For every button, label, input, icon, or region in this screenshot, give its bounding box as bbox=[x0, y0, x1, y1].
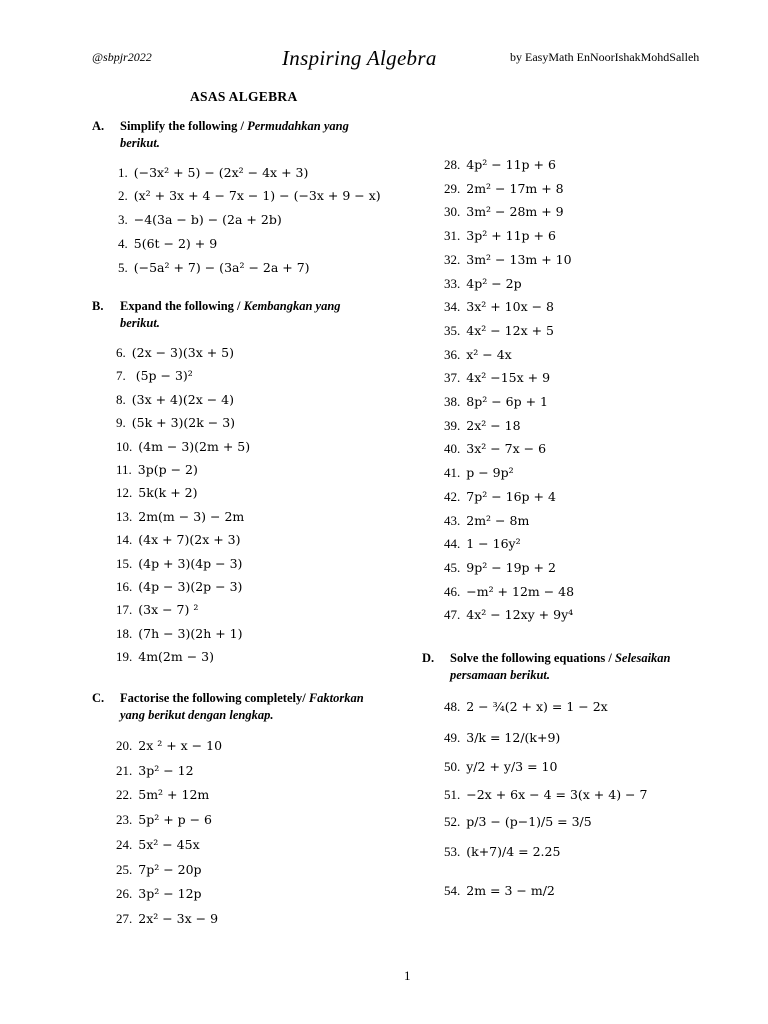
question-item bbox=[116, 626, 243, 642]
question-expression: (2x − 3)(3x + 5) bbox=[131, 345, 235, 360]
question-expression: 1 − 16y² bbox=[466, 536, 521, 552]
question-item bbox=[444, 204, 564, 220]
question-expression: 8p² − 6p + 1 bbox=[466, 394, 548, 409]
question-expression: 9p² − 19p + 2 bbox=[466, 559, 556, 575]
question-expression: 2x² − 3x − 9 bbox=[138, 910, 219, 926]
question-expression: 7p² − 20p bbox=[138, 861, 202, 877]
question-expression: 4m(2m − 3) bbox=[138, 649, 214, 665]
question-expression: −m² + 12m − 48 bbox=[466, 583, 575, 599]
question-expression: 3p(p − 2) bbox=[137, 462, 198, 477]
section-letter: A. bbox=[92, 119, 105, 133]
question-item bbox=[444, 699, 608, 715]
question-item bbox=[116, 368, 193, 384]
question-item bbox=[444, 584, 574, 600]
question-expression: 5k(k + 2) bbox=[138, 485, 198, 501]
question-number: 36. bbox=[444, 346, 461, 362]
question-number: 35. bbox=[444, 322, 461, 338]
question-number: 42. bbox=[444, 488, 461, 504]
question-expression: 3p² + 11p + 6 bbox=[466, 228, 556, 244]
question-expression: (4p − 3)(2p − 3) bbox=[138, 579, 243, 594]
question-number: 22. bbox=[116, 787, 133, 803]
question-item bbox=[444, 883, 555, 899]
question-item bbox=[116, 837, 200, 853]
question-item bbox=[116, 392, 234, 408]
question-number: 11. bbox=[116, 462, 132, 477]
question-expression: (4x + 7)(2x + 3) bbox=[138, 532, 241, 548]
question-item bbox=[116, 345, 234, 361]
question-expression: 4p² − 2p bbox=[466, 275, 522, 291]
question-item bbox=[116, 738, 222, 754]
question-expression: 4x² − 12xy + 9y⁴ bbox=[466, 607, 574, 623]
question-item bbox=[444, 814, 592, 830]
question-item bbox=[118, 165, 308, 181]
question-item bbox=[116, 787, 209, 803]
question-expression: (5k + 3)(2k − 3) bbox=[131, 415, 236, 431]
question-item bbox=[116, 886, 202, 902]
question-item bbox=[444, 347, 512, 363]
question-item bbox=[444, 370, 550, 386]
question-expression: 3/k = 12/(k+9) bbox=[466, 730, 561, 745]
question-number: 17. bbox=[116, 602, 133, 618]
question-number: 7. bbox=[116, 368, 126, 384]
question-expression: 3p² − 12 bbox=[138, 762, 194, 778]
question-number: 53. bbox=[444, 844, 461, 859]
question-expression: 2m² − 8m bbox=[466, 512, 530, 528]
question-number: 18. bbox=[116, 625, 133, 641]
question-item bbox=[444, 844, 560, 860]
section-c-heading bbox=[92, 690, 402, 726]
question-item bbox=[118, 212, 282, 228]
question-expression: 4p² − 11p + 6 bbox=[466, 157, 556, 172]
question-item bbox=[116, 911, 218, 927]
question-expression: 2m² − 17m + 8 bbox=[466, 180, 564, 196]
question-number: 28. bbox=[444, 157, 461, 172]
question-item bbox=[444, 489, 556, 505]
question-expression: 7p² − 16p + 4 bbox=[466, 488, 556, 504]
question-expression: −2x + 6x − 4 = 3(x + 4) − 7 bbox=[466, 787, 648, 802]
question-number: 9. bbox=[116, 415, 126, 431]
question-item bbox=[116, 439, 250, 455]
question-expression: y/2 + y/3 = 10 bbox=[466, 759, 558, 774]
question-number: 52. bbox=[444, 814, 461, 829]
question-expression: 2x² − 18 bbox=[466, 417, 521, 433]
question-expression: 3x² − 7x − 6 bbox=[466, 441, 547, 457]
question-expression: p − 9p² bbox=[466, 465, 514, 481]
question-number: 12. bbox=[116, 485, 133, 501]
question-number: 51. bbox=[444, 787, 461, 802]
question-number: 14. bbox=[116, 532, 133, 548]
question-item bbox=[116, 556, 242, 572]
header-right: by EasyMath EnNoorIshakMohdSalleh bbox=[510, 50, 700, 64]
question-number: 47. bbox=[444, 607, 461, 623]
question-item bbox=[444, 228, 556, 244]
page-title: ASAS ALGEBRA bbox=[190, 89, 298, 104]
question-number: 37. bbox=[444, 370, 461, 386]
question-item bbox=[444, 513, 529, 529]
question-number: 8. bbox=[116, 391, 126, 407]
question-expression: 3m² − 13m + 10 bbox=[466, 251, 572, 267]
question-number: 44. bbox=[444, 536, 461, 552]
question-number: 30. bbox=[444, 204, 461, 220]
section-b-heading bbox=[92, 298, 392, 334]
question-expression: −4(3a − b) − (2a + 2b) bbox=[133, 212, 282, 227]
question-expression: p/3 − (p−1)/5 = 3/5 bbox=[466, 814, 592, 829]
question-item bbox=[116, 579, 242, 595]
question-number: 34. bbox=[444, 299, 461, 315]
question-number: 29. bbox=[444, 180, 461, 196]
question-item bbox=[444, 299, 554, 315]
question-number: 54. bbox=[444, 883, 461, 898]
question-item bbox=[444, 607, 573, 623]
question-expression: (3x + 4)(2x − 4) bbox=[131, 391, 235, 407]
section-letter: B. bbox=[92, 299, 104, 313]
question-number: 13. bbox=[116, 508, 133, 524]
question-item bbox=[116, 462, 198, 478]
question-number: 6. bbox=[116, 345, 126, 360]
question-item bbox=[444, 441, 546, 457]
section-letter: D. bbox=[422, 651, 435, 665]
question-number: 4. bbox=[118, 236, 128, 251]
question-expression: (3x − 7) ² bbox=[138, 602, 199, 618]
question-item bbox=[444, 157, 556, 173]
question-expression: (−3x² + 5) − (2x² − 4x + 3) bbox=[133, 165, 309, 180]
section-instruction: Solve the following equations / Selesaikan persamaan berikut. bbox=[450, 651, 671, 682]
question-expression: 3x² + 10x − 8 bbox=[466, 299, 555, 315]
section-instruction: Factorise the following completely/ Faktorkan yang berikut dengan lengkap. bbox=[120, 691, 364, 722]
question-expression: 2m(m − 3) − 2m bbox=[138, 508, 245, 524]
question-expression: 5p² + p − 6 bbox=[138, 812, 213, 828]
question-item bbox=[444, 418, 521, 434]
question-expression: 3m² − 28m + 9 bbox=[466, 204, 564, 220]
question-expression: x² − 4x bbox=[466, 346, 512, 362]
question-item bbox=[116, 862, 202, 878]
question-number: 31. bbox=[444, 228, 461, 244]
question-item bbox=[444, 276, 522, 292]
question-item bbox=[116, 532, 241, 548]
question-item bbox=[444, 759, 557, 775]
question-expression: (k+7)/4 = 2.25 bbox=[466, 844, 561, 859]
question-expression: 2m = 3 − m/2 bbox=[466, 883, 555, 898]
section-instruction: Simplify the following / Permudahkan yang berikut. bbox=[120, 119, 349, 150]
question-number: 27. bbox=[116, 910, 133, 926]
question-item bbox=[116, 415, 235, 431]
question-expression: (4m − 3)(2m + 5) bbox=[138, 438, 251, 454]
question-number: 5. bbox=[118, 260, 128, 275]
question-item bbox=[116, 509, 244, 525]
question-number: 16. bbox=[116, 579, 133, 594]
header-title: Inspiring Algebra bbox=[282, 46, 437, 70]
question-item bbox=[116, 649, 214, 665]
question-number: 38. bbox=[444, 394, 461, 409]
question-number: 48. bbox=[444, 699, 461, 714]
question-item bbox=[444, 181, 564, 197]
question-item bbox=[444, 730, 560, 746]
question-number: 24. bbox=[116, 836, 133, 852]
question-number: 26. bbox=[116, 886, 133, 902]
question-item bbox=[116, 602, 198, 618]
question-item bbox=[118, 236, 217, 252]
section-a-heading bbox=[92, 118, 392, 154]
header-left: @sbpjr2022 bbox=[92, 50, 152, 64]
section-instruction: Expand the following / Kembangkan yang berikut. bbox=[120, 299, 341, 330]
question-number: 3. bbox=[118, 212, 128, 227]
question-number: 45. bbox=[444, 559, 461, 575]
question-item bbox=[116, 763, 194, 779]
question-number: 40. bbox=[444, 441, 461, 457]
question-item bbox=[444, 465, 514, 481]
question-number: 41. bbox=[444, 465, 461, 481]
question-number: 33. bbox=[444, 275, 461, 291]
question-number: 20. bbox=[116, 738, 133, 753]
section-d-heading bbox=[422, 650, 732, 686]
question-number: 46. bbox=[444, 583, 461, 599]
question-number: 2. bbox=[118, 188, 128, 203]
question-item bbox=[118, 260, 310, 276]
question-expression: 4x² − 12x + 5 bbox=[466, 322, 555, 338]
question-expression: 5x² − 45x bbox=[138, 836, 200, 852]
question-number: 39. bbox=[444, 417, 461, 433]
question-number: 1. bbox=[118, 165, 128, 180]
question-item bbox=[116, 812, 212, 828]
question-number: 50. bbox=[444, 759, 461, 774]
question-item bbox=[444, 536, 521, 552]
question-item bbox=[444, 323, 554, 339]
question-expression: (4p + 3)(4p − 3) bbox=[138, 555, 243, 571]
question-number: 49. bbox=[444, 730, 461, 745]
question-expression: 2x ² + x − 10 bbox=[138, 738, 223, 753]
question-expression: (−5a² + 7) − (3a² − 2a + 7) bbox=[133, 260, 310, 275]
question-item bbox=[444, 252, 572, 268]
question-number: 21. bbox=[116, 762, 133, 778]
question-item bbox=[444, 394, 548, 410]
question-item bbox=[118, 188, 381, 204]
question-number: 19. bbox=[116, 649, 133, 665]
section-letter: C. bbox=[92, 691, 105, 705]
question-expression: 2 − ¾(2 + x) = 1 − 2x bbox=[466, 699, 608, 714]
question-number: 32. bbox=[444, 251, 461, 267]
question-number: 25. bbox=[116, 861, 133, 877]
question-item bbox=[116, 485, 197, 501]
page-number: 1 bbox=[404, 968, 411, 983]
question-number: 23. bbox=[116, 812, 133, 828]
question-number: 15. bbox=[116, 555, 133, 571]
question-item bbox=[444, 560, 556, 576]
question-expression: 5m² + 12m bbox=[138, 787, 210, 803]
question-expression: (x² + 3x + 4 − 7x − 1) − (−3x + 9 − x) bbox=[133, 188, 381, 203]
question-expression: (5p − 3)² bbox=[131, 368, 193, 384]
question-number: 43. bbox=[444, 512, 461, 528]
question-expression: (7h − 3)(2h + 1) bbox=[138, 625, 243, 641]
question-expression: 5(6t − 2) + 9 bbox=[133, 236, 218, 251]
question-number: 10. bbox=[116, 438, 133, 454]
question-expression: 3p² − 12p bbox=[138, 886, 202, 902]
question-expression: 4x² −15x + 9 bbox=[466, 370, 551, 386]
question-item bbox=[444, 787, 647, 803]
